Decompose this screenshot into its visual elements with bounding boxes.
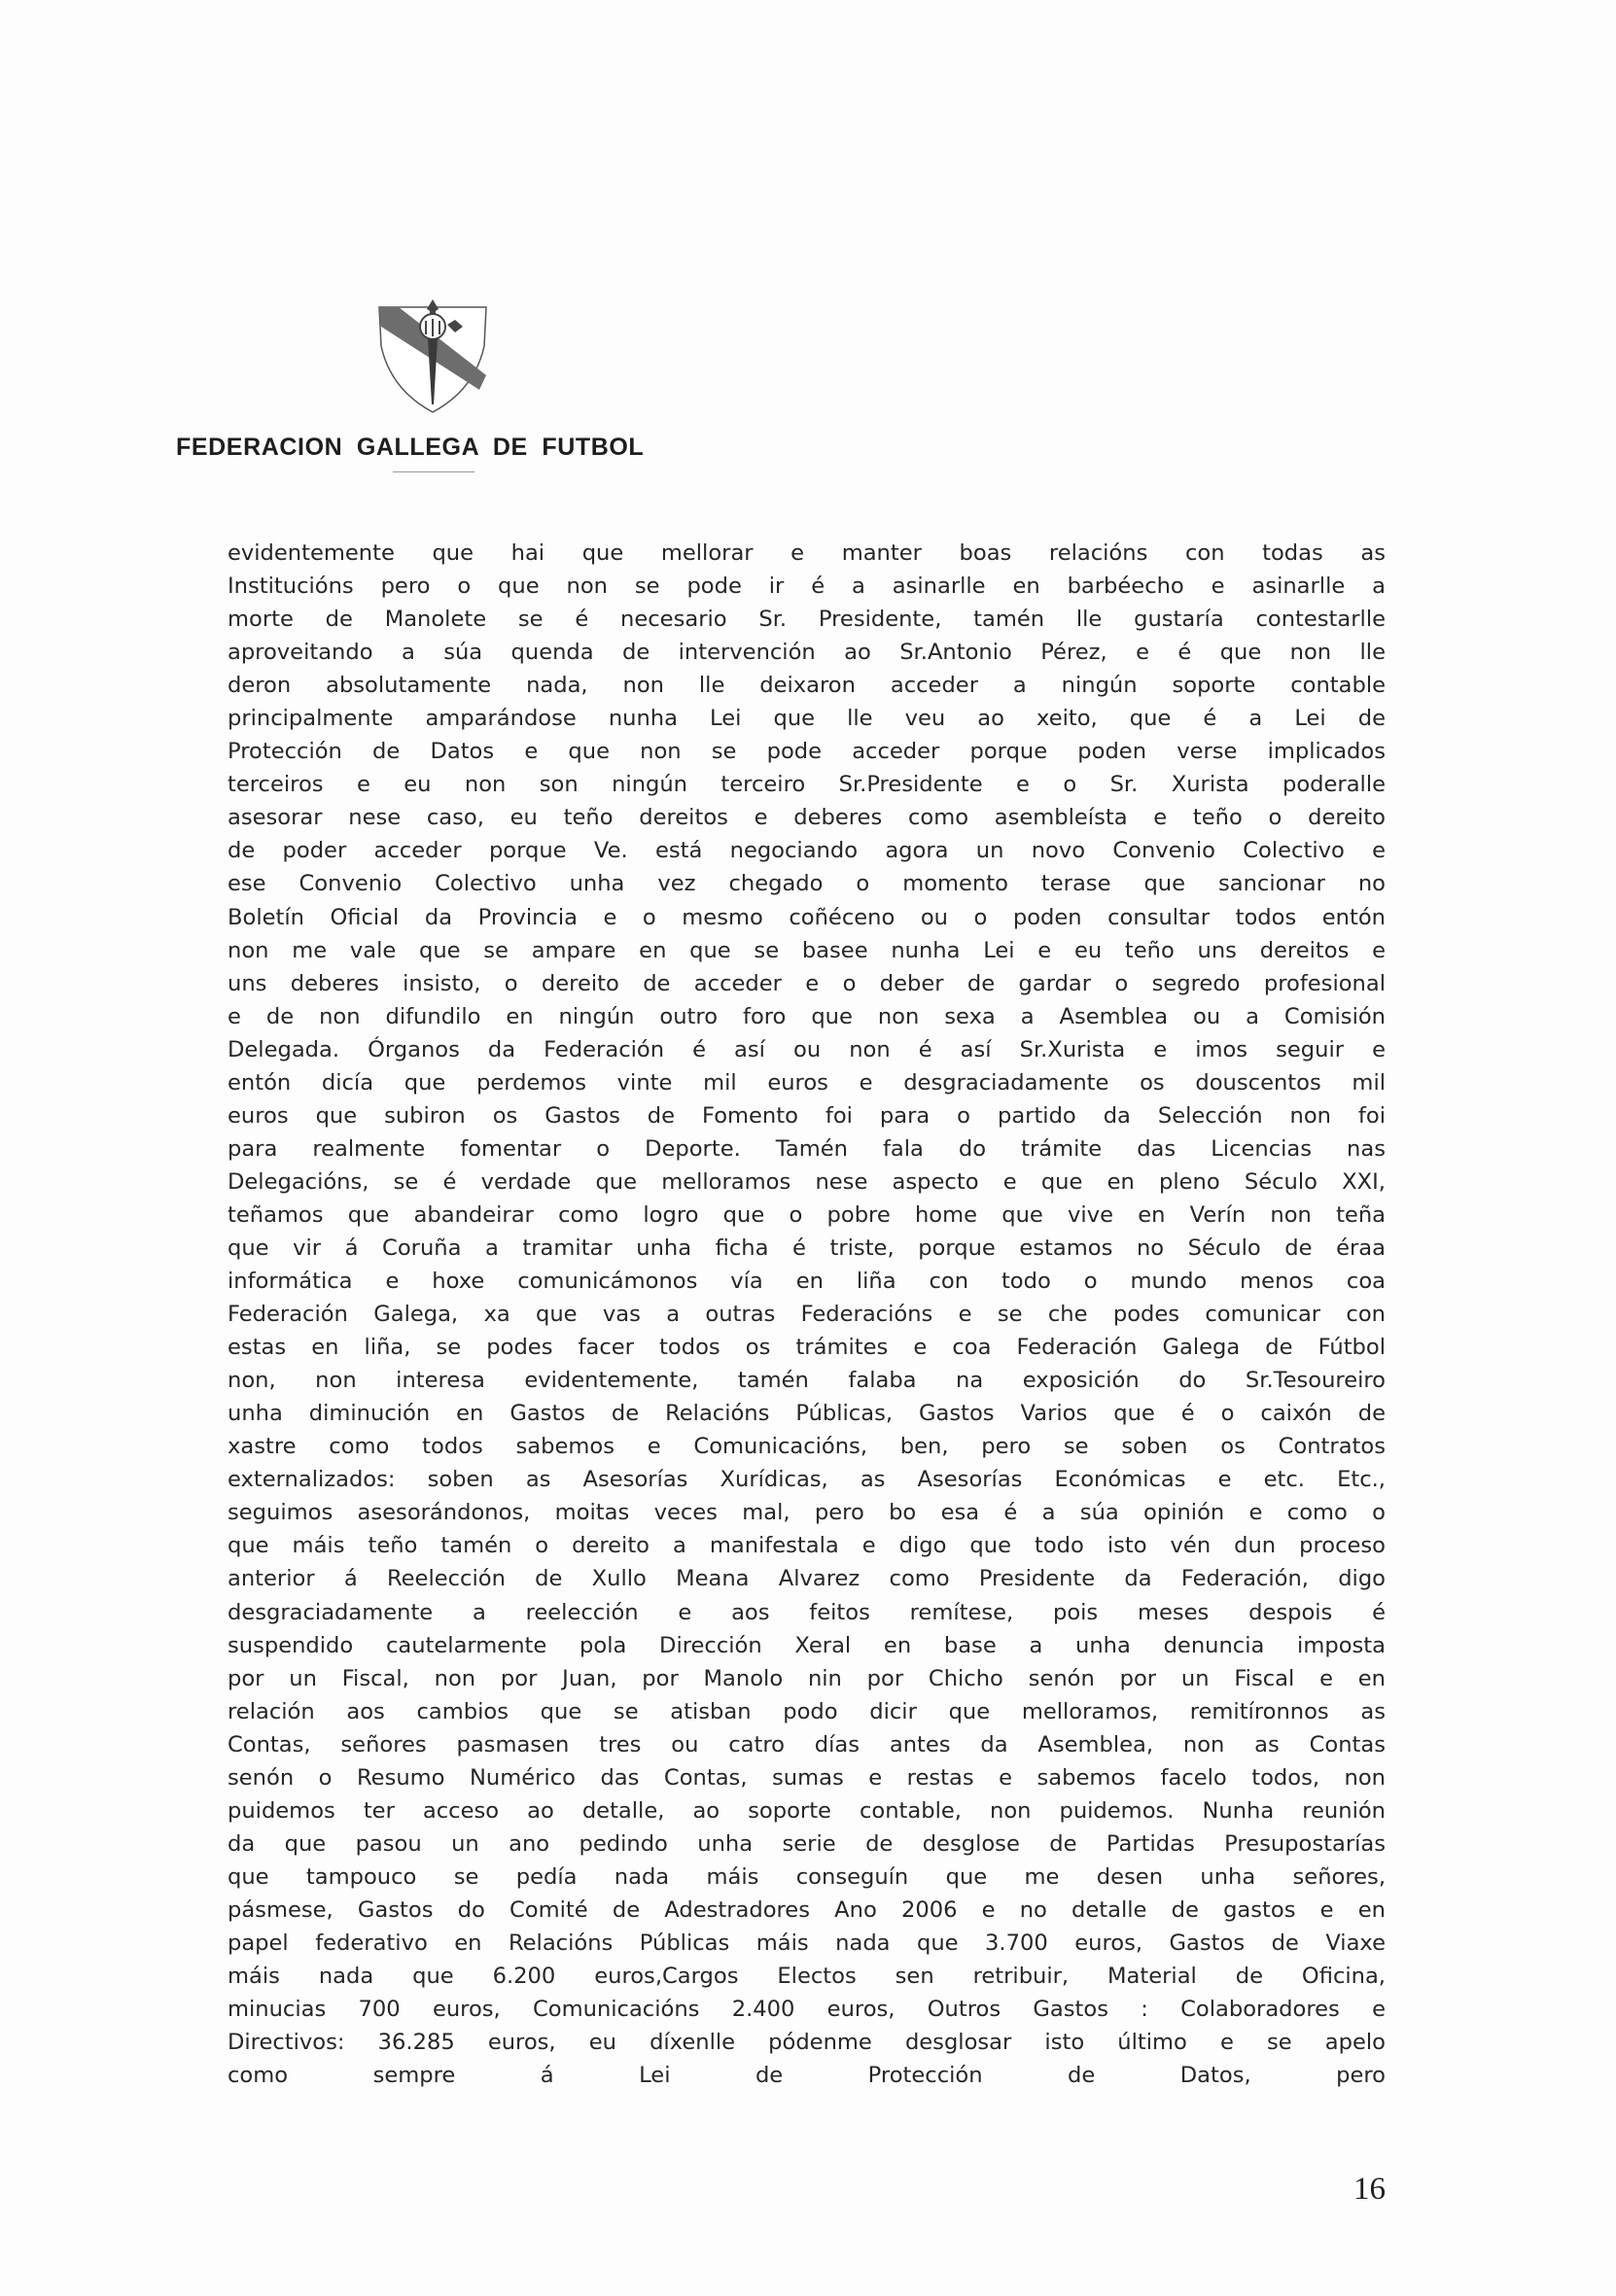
text-line: externalizados: soben as Asesorías Xurídicas, as Asesorías Económicas e etc. Etc., [228, 1467, 1386, 1493]
text-line: principalmente amparándose nunha Lei que lle veu ao xeito, que é a Lei de [228, 706, 1386, 732]
text-line: Delegacións, se é verdade que melloramos nese aspecto e que en pleno Século XXI, [228, 1168, 1386, 1195]
text-line: estas en liña, se podes facer todos os trámites e coa Federación Galega de Fútbol [228, 1335, 1386, 1361]
text-line: e de non difundilo en ningún outro foro que non sexa a Asemblea ou a Comisión [228, 1003, 1386, 1029]
text-line: máis nada que 6.200 euros,Cargos Electos sen retribuir, Material de Oficina, [228, 1964, 1386, 1990]
text-line: ese Convenio Colectivo unha vez chegado o momento terase que sancionar no [228, 871, 1386, 897]
text-line: da que pasou un ano pedindo unha serie de desglose de Partidas Presupostarías [228, 1830, 1386, 1857]
text-line: Directivos: 36.285 euros, eu díxenlle pódenme desglosar isto último e se apelo [228, 2030, 1386, 2056]
text-line: asesorar nese caso, eu teño dereitos e deberes como asembleísta e teño o dereito [228, 805, 1386, 831]
text-line: Institucións pero o que non se pode ir é a asinarlle en barbéecho e asinarlle a [228, 574, 1386, 600]
text-line: aproveitando a súa quenda de intervención ao Sr.Antonio Pérez, e é que non lle [228, 640, 1386, 666]
text-line: uns deberes insisto, o dereito de acceder e o deber de gardar o segredo profesional [228, 970, 1386, 996]
text-line: que vir á Coruña a tramitar unha ficha é triste, porque estamos no Século de éraa [228, 1235, 1386, 1261]
text-line: Delegada. Órganos da Federación é así ou non é así Sr.Xurista e imos seguir e [228, 1036, 1386, 1062]
text-line: Boletín Oficial da Provincia e o mesmo coñéceno ou o poden consultar todos entón [228, 904, 1386, 930]
text-line: informática e hoxe comunicámonos vía en liña con todo o mundo menos coa [228, 1269, 1386, 1295]
body-text [228, 537, 1386, 2092]
organization-name: FEDERACION GALLEGA DE FUTBOL [176, 434, 645, 461]
text-line: pásmese, Gastos do Comité de Adestradores Ano 2006 e no detalle de gastos e en [228, 1896, 1386, 1923]
header-divider [393, 471, 474, 472]
text-line: senón o Resumo Numérico das Contas, sumas e restas e sabemos facelo todos, non [228, 1764, 1386, 1791]
text-line: que tampouco se pedía nada máis conseguín que me desen unha señores, [228, 1863, 1386, 1890]
text-line: papel federativo en Relacións Públicas máis nada que 3.700 euros, Gastos de Viaxe [228, 1930, 1386, 1956]
text-line: Contas, señores pasmasen tres ou catro días antes da Asemblea, non as Contas [228, 1731, 1386, 1757]
federation-shield-logo [377, 297, 488, 414]
text-line: evidentemente que hai que mellorar e manter boas relacións con todas as [228, 540, 1386, 566]
text-line: entón dicía que perdemos vinte mil euros e desgraciadamente os douscentos mil [228, 1069, 1386, 1096]
text-line: seguimos asesorándonos, moitas veces mal, pero bo esa é a súa opinión e como o [228, 1500, 1386, 1526]
text-line: puidemos ter acceso ao detalle, ao soporte contable, non puidemos. Nunha reunión [228, 1797, 1386, 1824]
text-line: non, non interesa evidentemente, tamén falaba na exposición do Sr.Tesoureiro [228, 1368, 1386, 1394]
text-line: que máis teño tamén o dereito a manifestala e digo que todo isto vén dun proceso [228, 1533, 1386, 1559]
text-line: suspendido cautelarmente pola Dirección Xeral en base a unha denuncia imposta [228, 1632, 1386, 1658]
text-line: para realmente fomentar o Deporte. Tamén fala do trámite das Licencias nas [228, 1135, 1386, 1162]
text-line: por un Fiscal, non por Juan, por Manolo nin por Chicho senón por un Fiscal e en [228, 1665, 1386, 1691]
text-line: de poder acceder porque Ve. está negociando agora un novo Convenio Colectivo e [228, 838, 1386, 864]
text-line: unha diminución en Gastos de Relacións Públicas, Gastos Varios que é o caixón de [228, 1401, 1386, 1427]
text-line: minucias 700 euros, Comunicacións 2.400 euros, Outros Gastos : Colaboradores e [228, 1997, 1386, 2023]
text-line: desgraciadamente a reelección e aos feitos remítese, pois meses despois é [228, 1599, 1386, 1625]
page-number: 16 [1353, 2172, 1386, 2207]
text-line: Federación Galega, xa que vas a outras Federacións e se che podes comunicar con [228, 1302, 1386, 1328]
text-line: anterior á Reelección de Xullo Meana Alvarez como Presidente da Federación, digo [228, 1566, 1386, 1592]
text-line: deron absolutamente nada, non lle deixaron acceder a ningún soporte contable [228, 673, 1386, 699]
text-line: teñamos que abandeirar como logro que o pobre home que vive en Verín non teña [228, 1201, 1386, 1228]
text-line: morte de Manolete se é necesario Sr. Presidente, tamén lle gustaría contestarlle [228, 607, 1386, 633]
text-line: terceiros e eu non son ningún terceiro Sr.Presidente e o Sr. Xurista poderalle [228, 772, 1386, 798]
text-line: relación aos cambios que se atisban podo dicir que melloramos, remitíronnos as [228, 1698, 1386, 1724]
text-line: como sempre á Lei de Protección de Datos, pero [228, 2063, 1386, 2089]
text-line: xastre como todos sabemos e Comunicacións, ben, pero se soben os Contratos [228, 1434, 1386, 1460]
text-line: Protección de Datos e que non se pode acceder porque poden verse implicados [228, 739, 1386, 765]
text-line: euros que subiron os Gastos de Fomento foi para o partido da Selección non foi [228, 1102, 1386, 1129]
text-line: non me vale que se ampare en que se basee nunha Lei e eu teño uns dereitos e [228, 937, 1386, 963]
